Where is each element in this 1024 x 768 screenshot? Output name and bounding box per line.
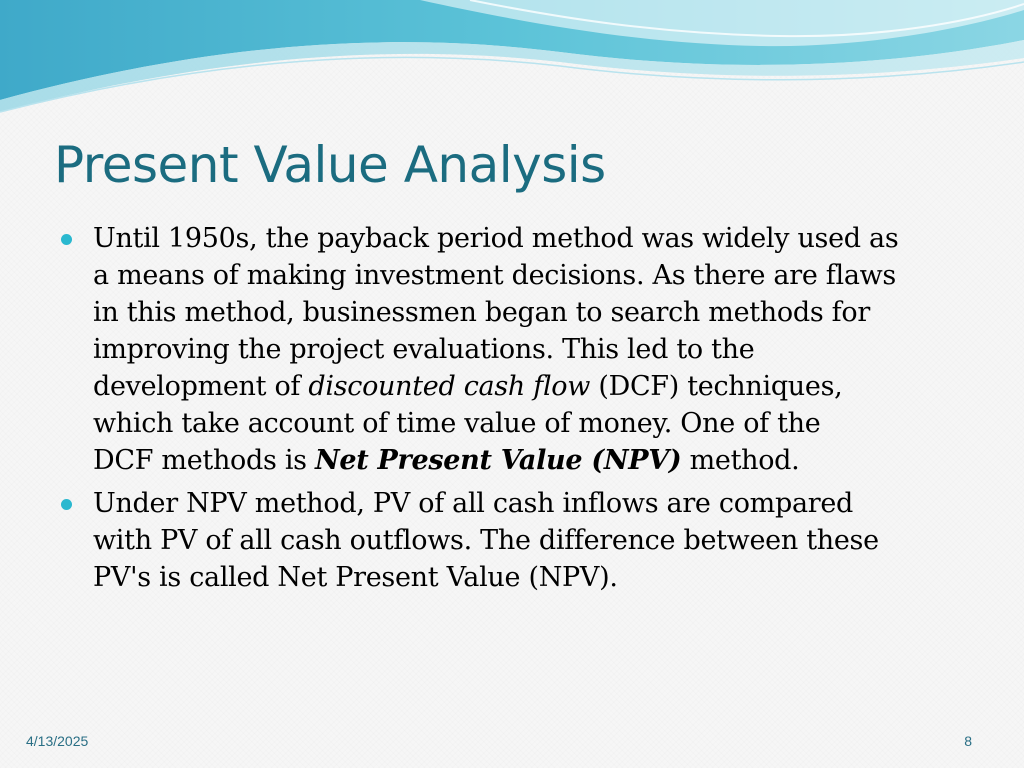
text-line: Until 1950s, the payback period method was widely used as	[93, 223, 899, 254]
text-segment: (DCF) techniques,	[590, 371, 843, 402]
bullet-item	[60, 485, 1000, 596]
emphasis-term: Net Present Value (NPV)	[315, 445, 682, 476]
footer-date: 4/13/2025	[26, 733, 89, 749]
slide-title: Present Value Analysis	[54, 136, 606, 194]
text-segment: development of	[93, 371, 309, 402]
text-line: Under NPV method, PV of all cash inflows are compared	[93, 488, 854, 519]
text-line	[93, 442, 1000, 479]
bullet-item	[60, 220, 1000, 479]
text-line: PV's is called Net Present Value (NPV).	[93, 562, 618, 593]
text-segment: method.	[681, 445, 800, 476]
italic-term: discounted cash flow	[308, 371, 591, 402]
text-line: in this method, businessmen began to search methods for	[93, 297, 870, 328]
bullet-dot-icon	[61, 499, 72, 510]
text-segment: DCF methods is	[93, 445, 315, 476]
bullet-dot-icon	[61, 234, 72, 245]
text-line: a means of making investment decisions. As there are flaws	[93, 260, 896, 291]
text-line: with PV of all cash outflows. The difference between these	[93, 525, 879, 556]
text-line: improving the project evaluations. This led to the	[93, 334, 755, 365]
header-wave-decoration	[0, 0, 1024, 120]
page-number: 8	[964, 733, 972, 749]
text-line: which take account of time value of money. One of the	[93, 408, 821, 439]
bullet-list	[60, 220, 1000, 602]
text-line	[93, 368, 1000, 405]
